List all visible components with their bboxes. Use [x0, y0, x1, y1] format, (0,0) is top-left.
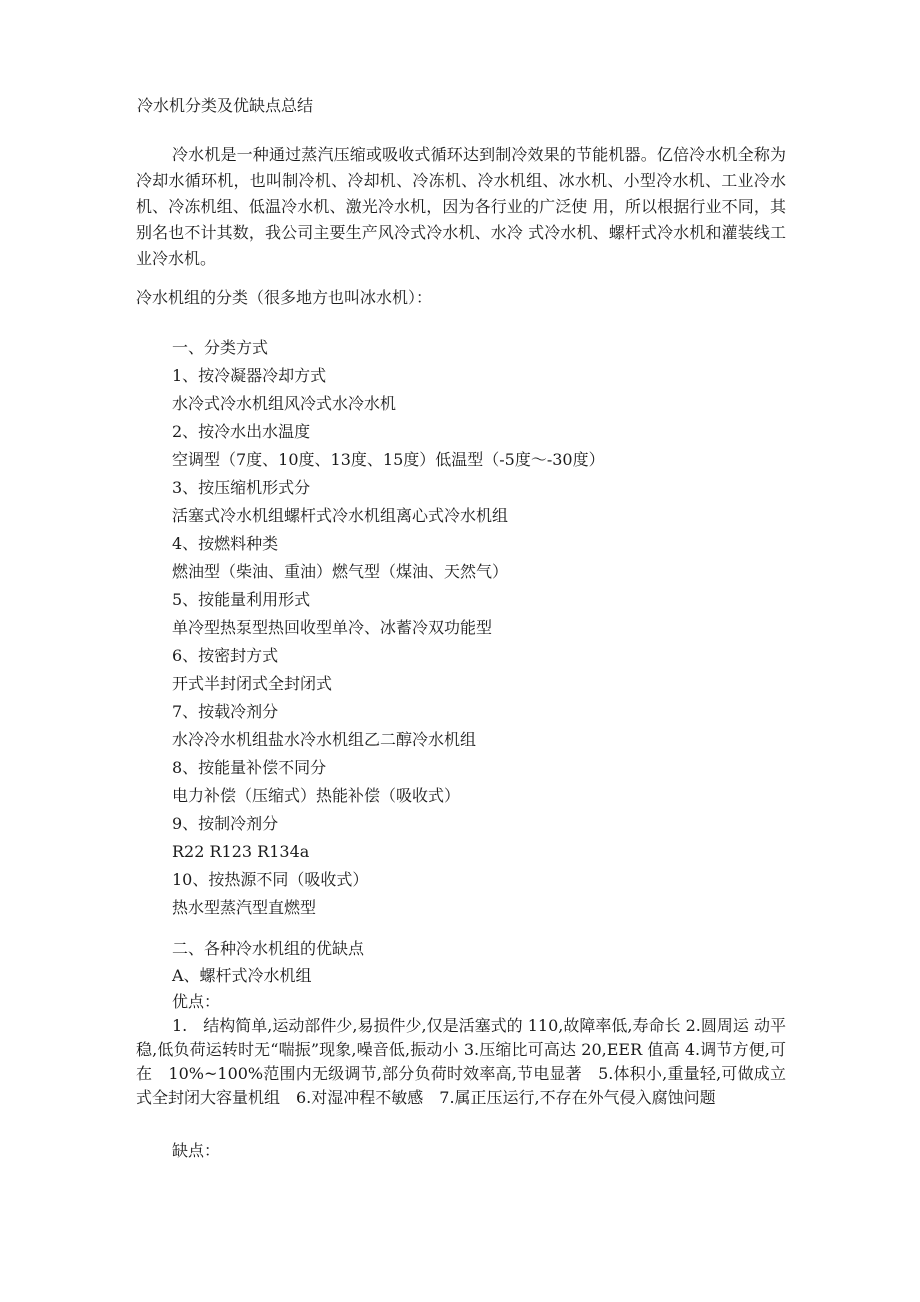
- list-item: 活塞式冷水机组螺杆式冷水机组离心式冷水机组: [172, 506, 509, 525]
- list-item: R22 R123 R134a: [172, 842, 310, 861]
- list-item: 3、按压缩机形式分: [172, 478, 311, 497]
- document-title: 冷水机分类及优缺点总结: [137, 96, 314, 115]
- list-item: 水冷冷水机组盐水冷水机组乙二醇冷水机组: [172, 730, 477, 749]
- advantages-section-heading: 二、各种冷水机组的优缺点: [172, 939, 365, 958]
- list-item: 水冷式冷水机组风冷式水冷水机: [172, 394, 397, 413]
- classification-heading: 一、分类方式: [172, 338, 269, 357]
- list-item: 燃油型（柴油、重油）燃气型（煤油、天然气）: [172, 562, 509, 581]
- list-item: 开式半封闭式全封闭式: [172, 674, 333, 693]
- list-item: 6、按密封方式: [172, 646, 279, 665]
- list-item: 2、按冷水出水温度: [172, 422, 311, 441]
- list-item: 热水型蒸汽型直燃型: [172, 898, 317, 917]
- list-item: 电力补偿（压缩式）热能补偿（吸收式）: [172, 786, 461, 805]
- list-item: 5、按能量利用形式: [172, 590, 311, 609]
- list-item: 4、按燃料种类: [172, 534, 279, 553]
- list-item: 单冷型热泵型热回收型单冷、冰蓄冷双功能型: [172, 618, 493, 637]
- list-item: 1、按冷凝器冷却方式: [172, 366, 327, 385]
- pros-label: 优点：: [172, 992, 221, 1011]
- list-item: 空调型（7度、10度、13度、15度）低温型（-5度〜-30度）: [172, 450, 605, 469]
- intro-paragraph: 冷水机是一种通过蒸汽压缩或吸收式循环达到制冷效果的节能机器。亿倍冷水机全称为冷却水循环机，也叫制冷机、冷却机、冷冻机、冷水机组、冰水机、小型冷水机、工业冷水机、冷冻机组、低温冷水机、激光冷水机，因为各行业的广泛使 用，所以根据行业不同，其别名也不计其数，我公司主要生产风冷式冷水机、水冷 式冷水机、螺杆式冷水机和灌装线工业冷水机。: [136, 145, 786, 268]
- pros-paragraph: 1. 结构简单,运动部件少,易损件少,仅是活塞式的 110,故障率低,寿命长 2.圆周运 动平稳,低负荷运转时无“喘振”现象,噪音低,振动小 3.压缩比可高达 20,EER 值高 4.调节方便,可在 10%~100%范围内无级调节,部分负荷时效率高,节电显著 5.体积小,重量轻,可做成立式全封闭大容量机组 6.对湿冲程不敏感 7.属正压运行,不存在外气侵入腐蚀问题: [136, 1016, 786, 1107]
- classification-group-title: 冷水机组的分类（很多地方也叫冰水机）：: [136, 288, 433, 307]
- classification-list: [172, 334, 792, 922]
- cons-label: 缺点：: [172, 1141, 221, 1160]
- screw-chiller-subheading: A、螺杆式冷水机组: [172, 966, 312, 985]
- list-item: 10、按热源不同（吸收式）: [172, 870, 369, 889]
- list-item: 8、按能量补偿不同分: [172, 758, 327, 777]
- list-item: 7、按载冷剂分: [172, 702, 279, 721]
- list-item: 9、按制冷剂分: [172, 814, 279, 833]
